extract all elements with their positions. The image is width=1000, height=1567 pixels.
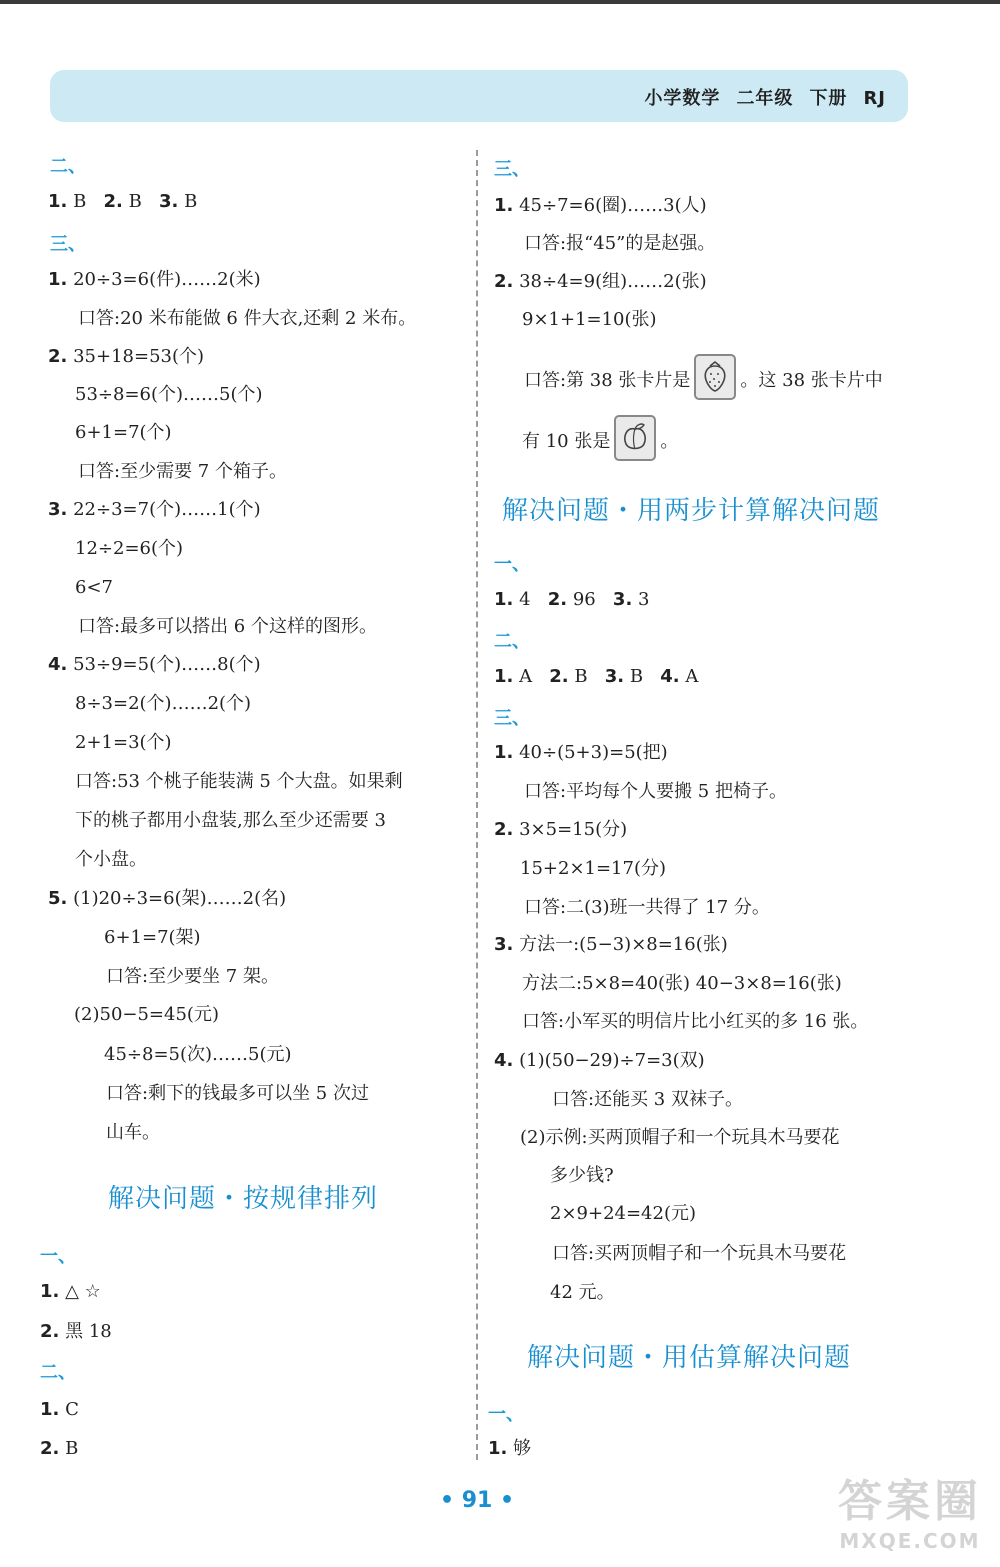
answer-text: 黑 18	[59, 1321, 112, 1342]
answer-line: 15+2×1=17(分)	[520, 858, 667, 879]
section-label: 三、	[494, 159, 530, 180]
item-number: 3.	[159, 191, 179, 212]
item-number: 1.	[48, 269, 68, 290]
answer-text: 22÷3=7(个)……1(个)	[67, 499, 261, 520]
answer-line: 8÷3=2(个)……2(个)	[75, 693, 252, 714]
answer-line	[494, 194, 707, 218]
answer-line: 口答:还能买 3 双袜子。	[552, 1089, 743, 1110]
item-number: 3.	[612, 589, 633, 610]
answer-line	[494, 270, 707, 294]
item-number: 1.	[494, 666, 514, 687]
answer-line	[40, 1320, 112, 1344]
item-number: 1.	[494, 589, 514, 610]
answer-line: 口答:53 个桃子能装满 5 个大盘。如果剩	[75, 771, 403, 792]
item-number: 3.	[494, 934, 514, 955]
answer-text: △ ☆	[59, 1281, 101, 1302]
answer-text: B	[59, 1438, 79, 1459]
answer-line	[40, 1280, 101, 1304]
top-border	[0, 0, 1000, 4]
item-number: 1.	[40, 1281, 60, 1302]
answer-line: 口答:最多可以搭出 6 个这样的图形。	[78, 616, 377, 637]
answer-text: 20÷3=6(件)……2(米)	[67, 269, 261, 290]
answer-line	[48, 887, 286, 911]
answer-line: (2)示例:买两顶帽子和一个玩具木马要花	[520, 1127, 840, 1148]
answer-line	[524, 358, 883, 404]
answer-line	[494, 818, 627, 842]
answer-line	[494, 1049, 705, 1073]
answer-line: 口答:20 米布能做 6 件大衣,还剩 2 米布。	[78, 308, 417, 329]
answer-line	[48, 345, 204, 369]
answer-text: 35+18=53(个)	[67, 346, 205, 367]
item-number: 1.	[488, 1438, 508, 1459]
watermark-url: MXQE.COM	[839, 1529, 981, 1553]
answer-line: 口答:平均每个人要搬 5 把椅子。	[524, 781, 787, 802]
answer-line: 6<7	[75, 577, 113, 598]
answer-line: 42 元。	[550, 1282, 615, 1303]
answer-line: 口答:二(3)班一共得了 17 分。	[524, 897, 770, 918]
answer-line: (2)50−5=45(元)	[74, 1004, 219, 1025]
answer-line: 2×9+24=42(元)	[550, 1203, 697, 1224]
answer-text: (1)20÷3=6(架)……2(名)	[67, 888, 287, 909]
section-label: 二、	[40, 1362, 76, 1383]
answer-line: 下的桃子都用小盘装,那么至少还需要 3	[75, 810, 386, 831]
answer-line	[40, 1437, 78, 1461]
answer-line: 53÷8=6(个)……5(个)	[75, 384, 263, 405]
answer-text: 口答:第 38 张卡片是	[524, 370, 691, 391]
item-answer: 3	[632, 589, 650, 610]
answer-line: 多少钱?	[550, 1165, 614, 1186]
strawberry-card-icon	[694, 354, 736, 400]
watermark-logo	[838, 1465, 982, 1553]
header-term: 下册	[809, 88, 848, 109]
answer-line	[494, 588, 649, 612]
answer-line	[48, 268, 261, 292]
item-answer: B	[624, 666, 644, 687]
answer-text: 40÷(5+3)=5(把)	[513, 742, 668, 763]
item-number: 2.	[48, 346, 68, 367]
answer-text: C	[59, 1399, 79, 1420]
item-number: 5.	[48, 888, 68, 909]
answer-line	[494, 741, 668, 765]
answer-line	[522, 419, 678, 465]
answer-text: 53÷9=5(个)……8(个)	[67, 654, 261, 675]
item-number: 2.	[40, 1321, 60, 1342]
section-label: 三、	[50, 234, 86, 255]
item-answer: 4	[513, 589, 531, 610]
section-label: 一、	[40, 1246, 76, 1267]
header-grade: 二年级	[736, 88, 794, 109]
answer-line: 口答:至少要坐 7 架。	[106, 966, 279, 987]
item-number: 2.	[549, 666, 569, 687]
item-answer: A	[679, 666, 699, 687]
item-number: 2.	[494, 271, 514, 292]
section-label: 二、	[494, 631, 530, 652]
watermark-text: 答案圈	[838, 1476, 982, 1527]
answer-line: 口答:报“45”的是赵强。	[524, 233, 716, 254]
answer-line	[48, 190, 197, 214]
item-number: 2.	[547, 589, 568, 610]
answer-line	[48, 498, 261, 522]
header-text	[628, 84, 886, 110]
answer-line	[40, 1398, 79, 1422]
answer-text: 3×5=15(分)	[513, 819, 628, 840]
answer-line: 山车。	[106, 1122, 160, 1143]
answer-line: 6+1=7(架)	[104, 927, 201, 948]
section-label: 一、	[494, 554, 530, 575]
item-number: 4.	[660, 666, 680, 687]
item-answer: 96	[567, 589, 596, 610]
header-edition: RJ	[863, 88, 886, 109]
answer-text: 方法一:(5−3)×8=16(张)	[513, 934, 728, 955]
section-title: 解决问题・按规律排列	[108, 1184, 379, 1214]
item-number: 2.	[40, 1438, 60, 1459]
item-number: 4.	[48, 654, 68, 675]
section-title: 解决问题・用估算解决问题	[527, 1343, 852, 1373]
answer-line: 2+1=3(个)	[75, 732, 172, 753]
answer-text: (1)(50−29)÷7=3(双)	[513, 1050, 705, 1071]
item-answer: B	[122, 191, 142, 212]
item-answer: A	[513, 666, 533, 687]
answer-line: 口答:至少需要 7 个箱子。	[78, 461, 287, 482]
answer-line: 个小盘。	[75, 849, 147, 870]
answer-text: 够	[507, 1438, 532, 1459]
answer-line: 45÷8=5(次)……5(元)	[104, 1044, 292, 1065]
item-number: 1.	[40, 1399, 60, 1420]
answer-line	[48, 653, 261, 677]
answer-text: 。	[660, 431, 679, 452]
answer-line: 方法二:5×8=40(张) 40−3×8=16(张)	[522, 973, 842, 994]
page-header	[50, 70, 908, 122]
answer-line: 口答:小军买的明信片比小红买的多 16 张。	[522, 1011, 869, 1032]
answer-line: 9×1+1=10(张)	[522, 309, 657, 330]
column-divider	[476, 150, 478, 1460]
item-number: 2.	[494, 819, 514, 840]
item-answer: B	[178, 191, 198, 212]
item-number: 4.	[494, 1050, 514, 1071]
answer-line: 口答:买两顶帽子和一个玩具木马要花	[552, 1243, 847, 1264]
answer-text: 45÷7=6(圈)……3(人)	[513, 195, 707, 216]
section-label: 一、	[488, 1404, 524, 1425]
section-title: 解决问题・用两步计算解决问题	[502, 496, 881, 526]
page-number: • 91 •	[440, 1488, 515, 1513]
answer-line	[494, 665, 698, 689]
header-subject: 小学数学	[644, 88, 721, 109]
answer-line	[488, 1437, 531, 1461]
item-number: 1.	[48, 191, 68, 212]
answer-text: 38÷4=9(组)……2(张)	[513, 271, 707, 292]
item-number: 3.	[48, 499, 68, 520]
item-number: 1.	[494, 742, 514, 763]
item-answer: B	[568, 666, 588, 687]
item-number: 1.	[494, 195, 514, 216]
section-label: 二、	[50, 156, 86, 177]
answer-line: 口答:剩下的钱最多可以坐 5 次过	[106, 1083, 369, 1104]
item-number: 3.	[604, 666, 625, 687]
answer-line: 12÷2=6(个)	[75, 538, 184, 559]
answer-text: 有 10 张是	[522, 431, 611, 452]
peach-card-icon	[614, 415, 656, 461]
answer-line	[494, 933, 728, 957]
section-label: 三、	[494, 708, 530, 729]
answer-text: 。这 38 张卡片中	[740, 370, 883, 391]
item-number: 2.	[103, 191, 123, 212]
answer-line: 6+1=7(个)	[75, 422, 172, 443]
item-answer: B	[67, 191, 87, 212]
